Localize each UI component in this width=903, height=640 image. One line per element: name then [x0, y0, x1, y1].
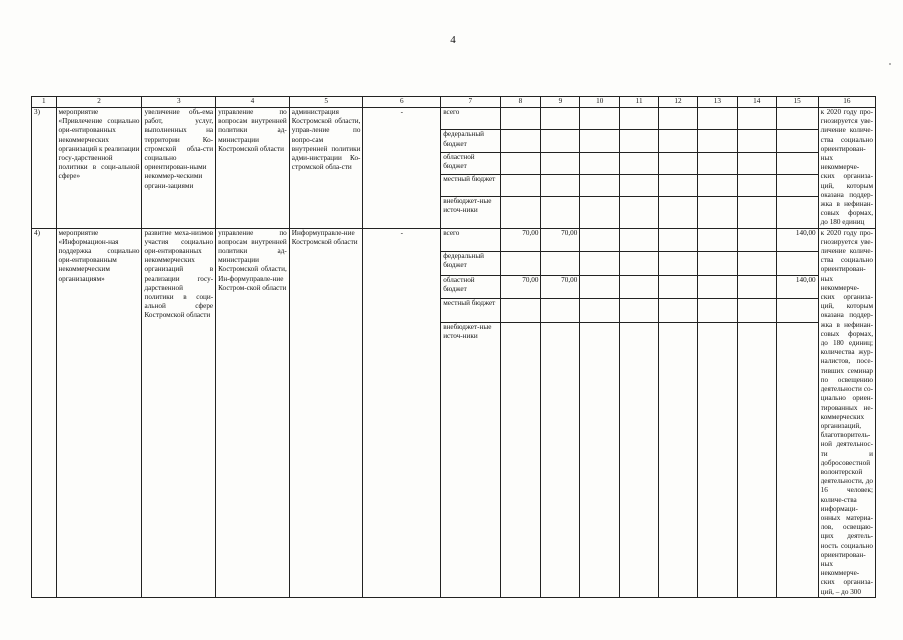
column-number: 14: [737, 97, 776, 108]
funding-source: внебюджет-ные источ-ники: [441, 197, 500, 228]
total-value: [776, 252, 818, 276]
event-name: мероприятие «Информацион-ная поддержка социально ори-ентированным некоммерческим организациям»: [56, 228, 142, 597]
funding-source: внебюджет-ные источ-ники: [441, 323, 500, 598]
event-content: увеличение объ-ема работ, услуг, выполненных на территории Ко-стромской обла-сти социально ориентирован-ными некоммер-ческими органи-зациями: [142, 108, 216, 229]
empty-cell: [659, 108, 698, 130]
column-number: 10: [580, 97, 620, 108]
empty-cell: [659, 174, 698, 196]
empty-cell: [659, 197, 698, 228]
empty-cell: [620, 252, 659, 276]
empty-cell: [580, 197, 620, 228]
year-value: 70,00: [541, 275, 580, 299]
year-value: [541, 197, 580, 228]
empty-cell: [697, 152, 737, 174]
funding-source: федеральный бюджет: [441, 252, 500, 276]
column-numbers-row: [32, 97, 876, 108]
empty-cell: [580, 323, 620, 598]
executor: администрация Костромской области, управ-ление по вопро-сам внутренней политики адми-нистрации Ко-стромской обла-сти: [289, 108, 363, 229]
column-number: 15: [776, 97, 818, 108]
expected-result: [818, 228, 875, 597]
expected-result: к 2020 году про-гнозируется уве-личение количе-ства социально ориентирован-ных некоммерче-ских организа-ций, которым оказана поддер-жка в нефинан-совых формах, до 180 единиц: [818, 108, 875, 229]
year-value: [500, 299, 541, 323]
responsible-body: управление по вопросам внутренней политики ад-министрации Костромской области: [216, 108, 290, 229]
empty-cell: [620, 130, 659, 152]
empty-cell: [659, 152, 698, 174]
year-value: [541, 323, 580, 598]
empty-cell: [697, 130, 737, 152]
year-value: [500, 174, 541, 196]
empty-cell: [737, 323, 776, 598]
table-row: [32, 108, 876, 130]
empty-cell: [737, 252, 776, 276]
empty-cell: [659, 323, 698, 598]
year-value: [541, 130, 580, 152]
empty-cell: [737, 152, 776, 174]
empty-cell: [697, 299, 737, 323]
page-number: 4: [450, 34, 456, 46]
empty-cell: [697, 323, 737, 598]
column-number: 9: [541, 97, 580, 108]
empty-cell: [737, 197, 776, 228]
year-value: [541, 152, 580, 174]
responsible-body: управление по вопросам внутренней политики ад-министрации Костромской области, Ин-формуправле-ние Костром-ской области: [216, 228, 290, 597]
empty-cell: [580, 252, 620, 276]
empty-cell: [620, 174, 659, 196]
empty-cell: [580, 152, 620, 174]
empty-cell: [737, 299, 776, 323]
empty-cell: [697, 228, 737, 252]
total-value: [776, 174, 818, 196]
year-value: [500, 130, 541, 152]
column-6-value: -: [363, 108, 441, 229]
year-value: [500, 252, 541, 276]
column-number: 3: [142, 97, 216, 108]
row-number: 3): [32, 108, 57, 229]
empty-cell: [580, 108, 620, 130]
empty-cell: [697, 197, 737, 228]
empty-cell: [737, 174, 776, 196]
year-value: [500, 323, 541, 598]
funding-source: федеральный бюджет: [441, 130, 500, 152]
year-value: 70,00: [500, 275, 541, 299]
empty-cell: [659, 299, 698, 323]
column-number: 5: [289, 97, 363, 108]
empty-cell: [620, 275, 659, 299]
total-value: [776, 323, 818, 598]
year-value: [541, 108, 580, 130]
empty-cell: [580, 275, 620, 299]
column-number: 7: [441, 97, 500, 108]
empty-cell: [620, 228, 659, 252]
total-value: [776, 130, 818, 152]
empty-cell: [697, 275, 737, 299]
empty-cell: [659, 252, 698, 276]
funding-source: областной бюджет: [441, 152, 500, 174]
total-value: 140,00: [776, 275, 818, 299]
empty-cell: [620, 108, 659, 130]
total-value: 140,00: [776, 228, 818, 252]
column-number: 12: [659, 97, 698, 108]
empty-cell: [580, 130, 620, 152]
column-number: 11: [620, 97, 659, 108]
row-number: 4): [32, 228, 57, 597]
empty-cell: [737, 275, 776, 299]
column-number: 1: [32, 97, 57, 108]
year-value: [500, 152, 541, 174]
total-value: [776, 197, 818, 228]
funding-source: всего: [441, 228, 500, 252]
year-value: [541, 299, 580, 323]
empty-cell: [580, 228, 620, 252]
empty-cell: [659, 275, 698, 299]
funding-source: местный бюджет: [441, 174, 500, 196]
year-value: 70,00: [541, 228, 580, 252]
empty-cell: [620, 323, 659, 598]
empty-cell: [737, 108, 776, 130]
empty-cell: [697, 252, 737, 276]
empty-cell: [697, 108, 737, 130]
column-number: 13: [697, 97, 737, 108]
empty-cell: [737, 228, 776, 252]
year-value: [541, 174, 580, 196]
funding-source: всего: [441, 108, 500, 130]
column-number: 4: [216, 97, 290, 108]
column-number: 8: [500, 97, 541, 108]
empty-cell: [697, 174, 737, 196]
empty-cell: [659, 130, 698, 152]
event-name: мероприятие «Привлечение социально ори-ентированных некоммерческих организаций к реализации госу-дарственной политики в соци-альной сфере»: [56, 108, 142, 229]
total-value: [776, 108, 818, 130]
program-activities-table: [31, 96, 876, 598]
empty-cell: [580, 174, 620, 196]
event-content: развитие меха-низмов участия социально ори-ентированных некоммерческих организаций в реализации госу-дарственной политики в соци-альной сфере Костромской области: [142, 228, 216, 597]
total-value: [776, 299, 818, 323]
table-row: [32, 228, 876, 252]
empty-cell: [620, 152, 659, 174]
empty-cell: [620, 197, 659, 228]
column-number: 16: [818, 97, 875, 108]
year-value: 70,00: [500, 228, 541, 252]
empty-cell: [620, 299, 659, 323]
empty-cell: [659, 228, 698, 252]
empty-cell: [580, 299, 620, 323]
column-6-value: -: [363, 228, 441, 597]
year-value: [500, 108, 541, 130]
scan-speck: [889, 63, 891, 65]
executor: Информуправле-ние Костромской области: [289, 228, 363, 597]
empty-cell: [737, 130, 776, 152]
year-value: [541, 252, 580, 276]
year-value: [500, 197, 541, 228]
column-number: 2: [56, 97, 142, 108]
funding-source: местный бюджет: [441, 299, 500, 323]
expected-result-text: к 2020 году про-гнозируется уве-личение количе-ства социально ориентирован-ных некоммерче-ских организа-ций, которым оказана поддер-жка в нефинан-совых формах, до 180 единиц; количества жур-налистов, посе-тивших семинар по освещению деятельности со-циально ориен-тированных не-коммерческих организаций, благотворитель-ной деятельнос-ти и добросовестной волонтерской деятельности, до 16 человек; количе-ства информаци-онных материа-лов, освещаю-щих деятель-ность социально ориентирован-ных некоммерче-ских организа-ций, – до 300: [820, 228, 873, 596]
total-value: [776, 152, 818, 174]
column-number: 6: [363, 97, 441, 108]
funding-source: областной бюджет: [441, 275, 500, 299]
